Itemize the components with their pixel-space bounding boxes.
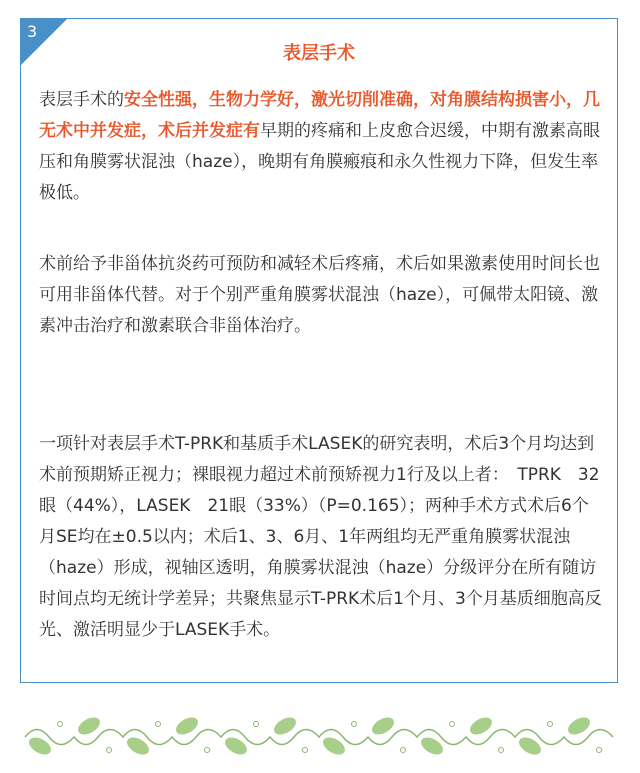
curl-icon [450, 722, 455, 727]
curl-icon [548, 722, 553, 727]
leaf-icon [467, 714, 495, 738]
curl-icon [107, 748, 112, 753]
curl-icon [499, 748, 504, 753]
curl-icon [401, 748, 406, 753]
leaf-icon [75, 714, 103, 738]
paragraph-safety [39, 85, 605, 209]
curl-icon [352, 722, 357, 727]
paragraph-medication: 术前给予非甾体抗炎药可预防和减轻术后疼痛，术后如果激素使用时间长也可用非甾体代替。对于个别严重角膜雾状混浊（haze），可佩带太阳镜、激素冲击治疗和激素联合非甾体治疗。 [39, 254, 600, 336]
leaf-icon [369, 714, 397, 738]
leaf-icon [565, 714, 593, 738]
curl-icon [254, 722, 259, 727]
leaf-vine-divider-icon [20, 712, 620, 762]
paragraph-study: 一项针对表层手术T-PRK和基质手术LASEK的研究表明，术后3个月均达到术前预期矫正视力；裸眼视力超过术前预矫视力1行及以上者： TPRK 32眼（44%），LASEK 21眼（33%）（P=0.165）；两种手术方式术后6个月SE均在±0.5以内；术后1、3、6月、1年两组均无严重角膜雾状混浊（haze）形成，视轴区透明，角膜雾状混浊（haze）分级评分在所有随访时间点均无统计学差异；共聚焦显示T-PRK术后1个月、3个月基质细胞高反光、激活明显少于LASEK手术。 [39, 434, 602, 640]
highlighted-text: 安全性强，生物力学好，激光切削准确，对角膜结构损害小，几无术中并发症，术后并发症有 [39, 90, 600, 141]
curl-icon [205, 748, 210, 753]
section-title: 表层手术 [283, 43, 355, 64]
curl-icon [58, 722, 63, 727]
paragraph-lead: 表层手术的 [39, 90, 124, 110]
curl-icon [597, 748, 602, 753]
curl-icon [156, 722, 161, 727]
curl-icon [303, 748, 308, 753]
section-number: 3 [27, 22, 38, 41]
leaf-icon [271, 714, 299, 738]
content-card [20, 18, 618, 683]
paragraph-rest: 早期的疼痛和上皮愈合迟缓，中期有激素高眼压和角膜雾状混浊（haze），晚期有角膜瘢痕和永久性视力下降，但发生率极低。 [39, 121, 600, 203]
leaf-icon [173, 714, 201, 738]
